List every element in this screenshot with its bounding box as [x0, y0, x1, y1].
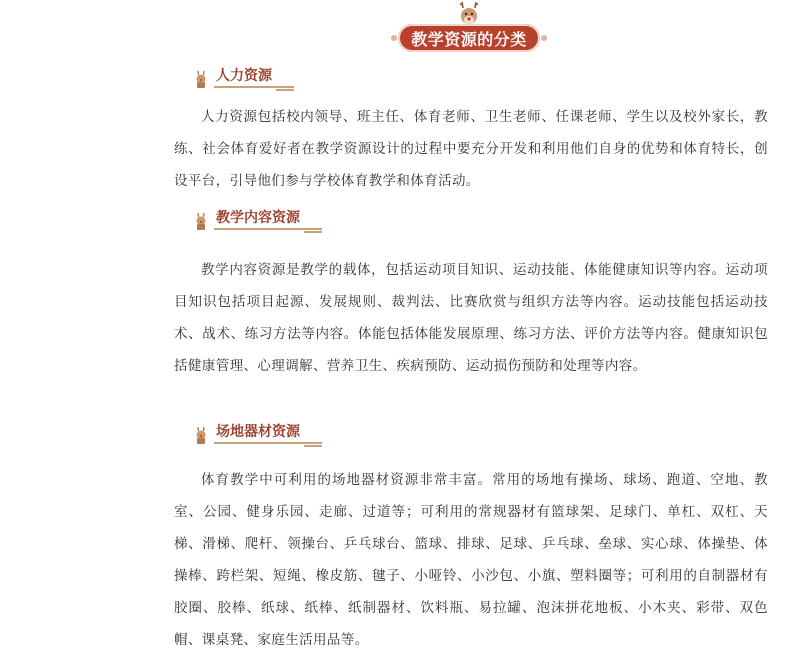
reindeer-icon — [194, 70, 208, 88]
title-banner — [392, 0, 552, 60]
section-paragraph: 教学内容资源是教学的载体，包括运动项目知识、运动技能、体能健康知识等内容。运动项目知识包括项目起源、发展规则、裁判法、比赛欣赏与组织方法等内容。运动技能包括运动技术、战术、练习方法等内容。体能包括体能发展原理、练习方法、评价方法等内容。健康知识包括健康管理、心理调解、营养卫生、疾病预防、运动损伤预防和处理等内容。 — [174, 262, 768, 374]
section-heading-human-resources — [194, 66, 294, 88]
reindeer-icon — [194, 426, 208, 444]
section-heading-venue-equipment — [194, 422, 322, 444]
reindeer-icon — [194, 212, 208, 230]
page-title: 教学资源的分类 — [398, 24, 540, 52]
reindeer-icon — [454, 0, 484, 26]
section-heading-label: 场地器材资源 — [214, 423, 322, 444]
section-paragraph: 体育教学中可利用的场地器材资源非常丰富。常用的场地有操场、球场、跑道、空地、教室、公园、健身乐园、走廊、过道等；可利用的常规器材有篮球架、足球门、单杠、双杠、天梯、滑梯、爬杆、领操台、乒乓球台、篮球、排球、足球、乒乓球、垒球、实心球、体操垫、体操棒、跨栏架、短绳、橡皮筋、毽子、小哑铃、小沙包、小旗、塑料圈等；可利用的自制器材有胶圈、胶棒、纸球、纸棒、纸制器材、饮料瓶、易拉罐、泡沫拼花地板、小木夹、彩带、双色帽、课桌凳、家庭生活用品等。 — [174, 472, 768, 648]
section-heading-label: 教学内容资源 — [214, 209, 322, 230]
section-heading-teaching-content — [194, 208, 322, 230]
section-heading-label: 人力资源 — [214, 67, 294, 88]
section-paragraph: 人力资源包括校内领导、班主任、体育老师、卫生老师、任课老师、学生以及校外家长，教练、社会体育爱好者在教学资源设计的过程中要充分开发和利用他们自身的优势和体育特长，创设平台，引导他们参与学校体育教学和体育活动。 — [174, 109, 768, 189]
